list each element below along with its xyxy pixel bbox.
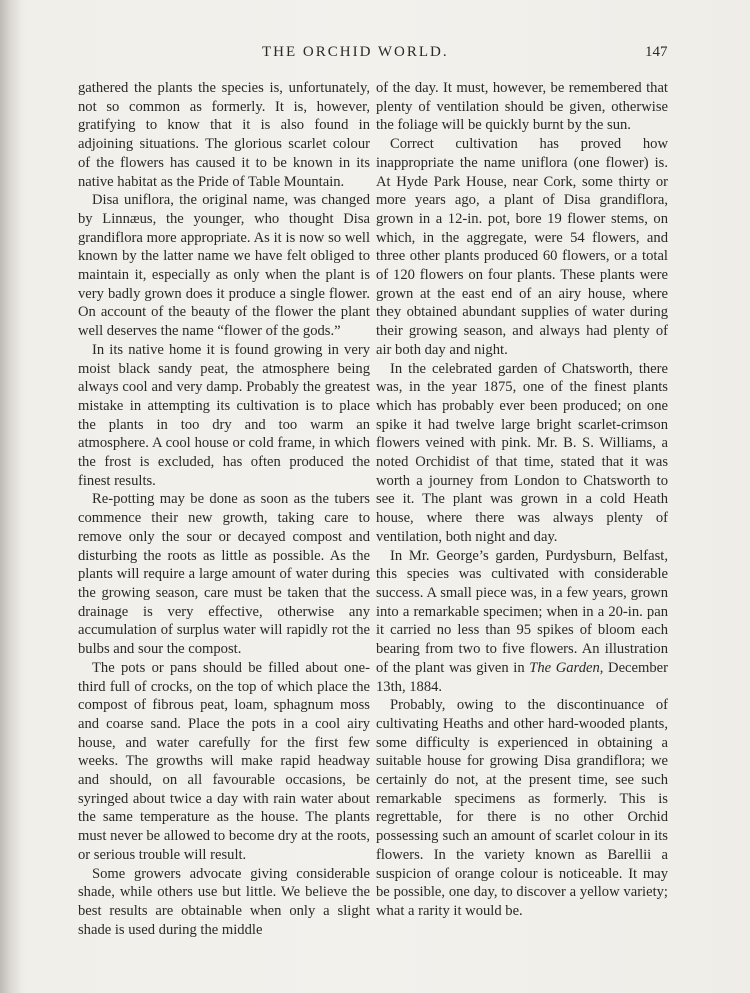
paragraph: gathered the plants the species is, unfortunately, not so common as formerly. It is, however, gratifying to know that it is also found in adjoining situations. The glorious scarlet colour of the flowers has caused it to be known in its native habitat as the Pride of Table Mountain. [78, 80, 370, 190]
paragraph: In its native home it is found growing in very moist black sandy peat, the atmosphere being always cool and very damp. Probably the greatest mistake in attempting its cultivation is to place the plants in too dry and too warm an atmosphere. A cool house or cold frame, in which the frost is excluded, has often produced the finest results. [78, 341, 370, 489]
page-number: 147 [645, 44, 668, 60]
paragraph-text: , December 13th, 1884. [376, 659, 668, 695]
binding-shadow [0, 0, 22, 993]
paragraph: Correct cultivation has proved how inappropriate the name uniflora (one flower) is. At Hyde Park House, near Cork, some thirty or more years ago, a plant of Disa grandiflora, grown in a 12-in. pot, bore 19 flower stems, on which, in the aggregate, were 54 flowers, and three other plants produced 60 flowers, or a total of 120 flowers on four plants. These plants were grown at the east end of an airy house, where they obtained abundant supplies of water during their growing season, and always had plenty of air both day and night. [376, 136, 668, 358]
paragraph: In the celebrated garden of Chatsworth, there was, in the year 1875, one of the finest plants which has probably ever been produced; on one spike it had twelve large bright scarlet-crimson flowers veined with pink. Mr. B. S. Williams, a noted Orchidist of that time, stated that it was worth a journey from London to Chatsworth to see it. The plant was grown in a cold Heath house, where there was always plenty of ventilation, both night and day. [376, 360, 668, 545]
paragraph: Disa uniflora, the original name, was changed by Linnæus, the younger, who thought Disa grandiflora more appropriate. As it is now so well known by the latter name we have felt obliged to maintain it, especially as only when the plant is very badly grown does it produce a single flower. On account of the beauty of the flower the plant well deserves the name “flower of the gods.” [78, 192, 370, 340]
running-header [0, 44, 750, 66]
paragraph: The pots or pans should be filled about one-third full of crocks, on the top of which place the compost of fibrous peat, loam, sphagnum moss and coarse sand. Place the pots in a cool airy house, and water carefully for the first few weeks. The growths will make rapid headway and should, on all favourable occasions, be syringed about twice a day with rain water about the same temperature as the house. The plants must never be allowed to become dry at the roots, or serious trouble will result. [78, 659, 370, 863]
paragraph: Some growers advocate giving considerable shade, while others use but little. We believe the best results are obtainable when only a slight shade is used during the middle [78, 865, 370, 938]
publication-title: The Garden [529, 659, 600, 676]
paragraph: Re-potting may be done as soon as the tubers commence their new growth, taking care to remove only the sour or decayed compost and disturbing the roots as little as possible. As the plants will require a large amount of water during the growing season, care must be taken that the drainage is very effective, otherwise any accumulation of surplus water will rapidly rot the bulbs and sour the compost. [78, 491, 370, 658]
journal-title: THE ORCHID WORLD. [262, 44, 449, 60]
right-column [376, 79, 668, 921]
paragraph: Probably, owing to the discontinuance of cultivating Heaths and other hard-wooded plants, some difficulty is experienced in obtaining a suitable house for growing Disa grandiflora; we certainly do not, at the present time, see such remarkable specimens as formerly. This is regrettable, for there is no other Orchid possessing such an amount of scarlet colour in its flowers. In the variety known as Barellii a suspicion of orange colour is noticeable. It may be possible, one day, to discover a yellow variety; what a rarity it would be. [376, 697, 668, 919]
paragraph: of the day. It must, however, be remembered that plenty of ventilation should be given, otherwise the foliage will be quickly burnt by the sun. [376, 80, 668, 134]
paragraph-text: In Mr. George’s garden, Purdysburn, Belfast, this species was cultivated with considerable success. A small piece was, in a few years, grown into a remarkable specimen; when in a 20-in. pan it carried no less than 95 spikes of bloom each bearing from two to five flowers. An illustration of the plant was given in [376, 547, 668, 676]
left-column [78, 79, 370, 939]
paragraph-with-citation [376, 547, 668, 697]
